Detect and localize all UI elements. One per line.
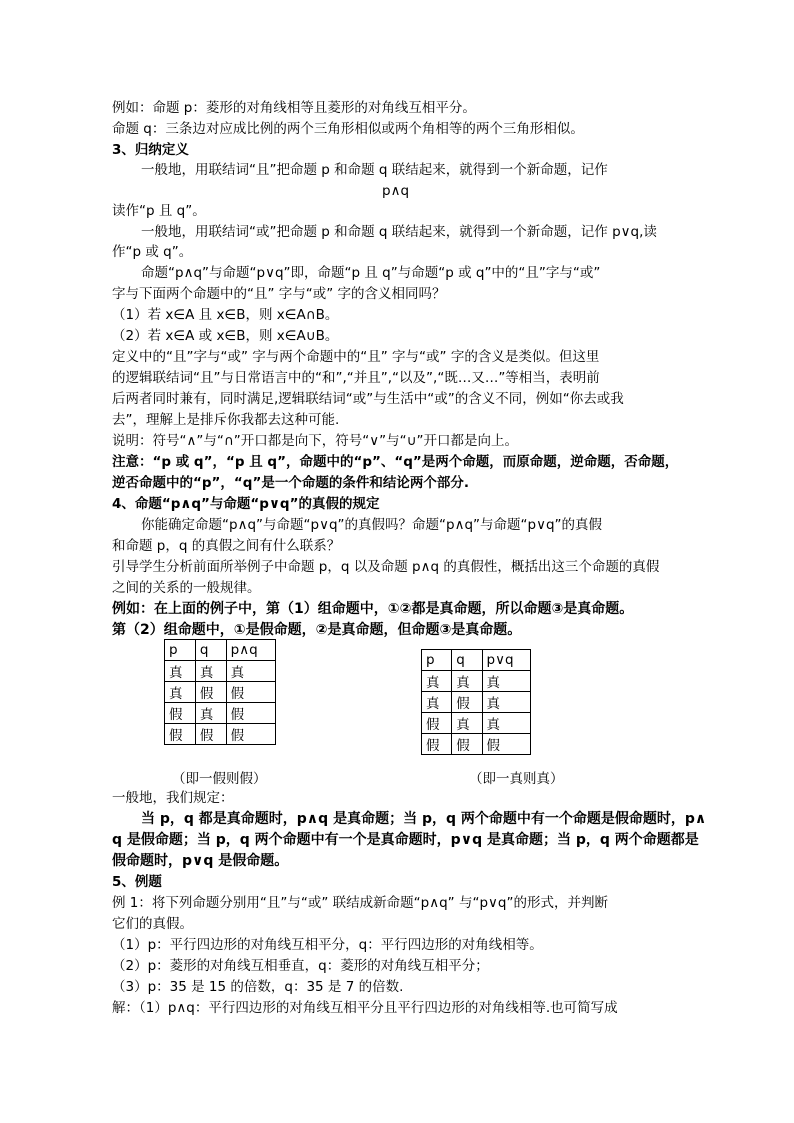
attention-line: 注意：“p 或 q”，“p 且 q”，命题中的“p”、“q”是两个命题，而原命题，逆命题，否命题， [112, 454, 679, 470]
table-cell: 真 [452, 713, 482, 734]
table-cell: 假 [452, 734, 482, 755]
paragraph-line: 读作“p 且 q”。 [112, 203, 206, 219]
list-item: （1）p：平行四边形的对角线互相平分，q：平行四边形的对角线相等。 [112, 937, 543, 953]
section-5-heading: 5、例题 [112, 874, 162, 890]
table-header-cell: q [195, 640, 226, 661]
table-header-cell: p∧q [226, 640, 275, 661]
paragraph-line: 引导学生分析前面所举例子中命题 p，q 以及命题 p∧q 的真假性，概括出这三个命题的真假 [112, 559, 660, 575]
list-item: （3）p：35 是 15 的倍数，q：35 是 7 的倍数. [112, 979, 404, 995]
table-cell: 假 [422, 713, 452, 734]
paragraph-line: 例 1：将下列命题分别用“且”与“或” 联结成新命题“p∧q” 与“p∨q”的形式，并判断 [112, 895, 608, 911]
section-3-heading: 3、归纳定义 [112, 142, 189, 158]
paragraph-line: 的逻辑联结词“且”与日常语言中的“和”,“并且”,“以及”,“既…又…”等相当，表明前 [112, 370, 600, 386]
rule-line: 假命题时，p∨q 是假命题。 [112, 853, 289, 869]
example-bold-line: 例如：在上面的例子中，第（1）组命题中，①②都是真命题，所以命题③是真命题。 [112, 601, 634, 617]
paragraph-line: 之间的关系的一般规律。 [112, 580, 261, 596]
solution-line: 解：（1）p∧q：平行四边形的对角线互相平分且平行四边形的对角线相等.也可简写成 [112, 1000, 618, 1016]
table-cell: 假 [165, 724, 196, 745]
table-cell: 真 [195, 661, 226, 682]
section-4-heading: 4、命题“p∧q”与命题“p∨q”的真假的规定 [112, 496, 380, 512]
example-bold-line: 第（2）组命题中，①是假命题，②是真命题，但命题③是真命题。 [112, 622, 522, 638]
example-q-line: 命题 q：三条边对应成比例的两个三角形相似或两个角相等的两个三角形相似。 [112, 121, 584, 137]
list-item: （2）p：菱形的对角线互相垂直，q：菱形的对角线互相平分； [112, 958, 489, 974]
table-row [165, 724, 276, 745]
table-cell: 真 [165, 682, 196, 703]
truth-table-and [164, 639, 276, 745]
table-cell: 真 [422, 692, 452, 713]
rule-line: 当 p，q 都是真命题时，p∧q 是真命题；当 p，q 两个命题中有一个命题是假命题时，p∧ [141, 811, 707, 827]
paragraph-line: 它们的真假。 [112, 916, 193, 932]
table-header-row [165, 640, 276, 661]
table-header-row [422, 650, 531, 671]
table-row [422, 692, 531, 713]
formula-p-and-q: p∧q [382, 183, 410, 199]
paragraph-line: 一般地，用联结词“且”把命题 p 和命题 q 联结起来，就得到一个新命题，记作 [141, 162, 608, 178]
table-row [422, 734, 531, 755]
table-cell: 真 [422, 671, 452, 692]
table-row [165, 703, 276, 724]
truth-table-or [421, 649, 531, 755]
table-row [422, 671, 531, 692]
table-cell: 假 [195, 724, 226, 745]
paragraph-line: 去”，理解上是排斥你我都去这种可能. [112, 412, 340, 428]
list-item: （1）若 x∈A 且 x∈B，则 x∈A∩B。 [112, 307, 339, 323]
table-row [165, 682, 276, 703]
table-cell: 真 [482, 671, 530, 692]
paragraph-line: 一般地，用联结词“或”把命题 p 和命题 q 联结起来，就得到一个新命题，记作 p∨q,读 [141, 224, 657, 240]
table-cell: 真 [195, 703, 226, 724]
table-cell: 真 [482, 713, 530, 734]
table-cell: 假 [226, 682, 275, 703]
table-header-cell: p [422, 650, 452, 671]
paragraph-line: 一般地，我们规定： [112, 790, 234, 806]
table-header-cell: p∨q [482, 650, 530, 671]
paragraph-line: 你能确定命题“p∧q”与命题“p∨q”的真假吗？命题“p∧q”与命题“p∨q”的真假 [141, 517, 603, 533]
table-cell: 假 [452, 692, 482, 713]
table-cell: 真 [482, 692, 530, 713]
table-cell: 真 [165, 661, 196, 682]
table-cell: 假 [422, 734, 452, 755]
table-cell: 真 [226, 661, 275, 682]
table-header-cell: q [452, 650, 482, 671]
table-cell: 假 [226, 703, 275, 724]
paragraph-line: 后两者同时兼有，同时满足,逻辑联结词“或”与生活中“或”的含义不同，例如“你去或我 [112, 391, 624, 407]
table-header-cell: p [165, 640, 196, 661]
table-cell: 假 [482, 734, 530, 755]
note-line: 说明：符号“∧”与“∩”开口都是向下，符号“∨”与“∪”开口都是向上。 [112, 433, 518, 449]
paragraph-line: 作“p 或 q”。 [112, 244, 193, 260]
list-item: （2）若 x∈A 或 x∈B，则 x∈A∪B。 [112, 328, 339, 344]
table-cell: 假 [195, 682, 226, 703]
paragraph-line: 定义中的“且”字与“或” 字与两个命题中的“且” 字与“或” 字的含义是类似。但这里 [112, 349, 600, 365]
paragraph-line: 和命题 p，q 的真假之间有什么联系？ [112, 538, 341, 554]
table-and-caption: （即一假则假） [172, 771, 267, 787]
rule-line: q 是假命题；当 p，q 两个命题中有一个是真命题时，p∨q 是真命题；当 p，q 两个命题都是 [112, 832, 699, 848]
table-cell: 假 [226, 724, 275, 745]
table-cell: 假 [165, 703, 196, 724]
paragraph-line: 字与下面两个命题中的“且” 字与“或” 字的含义相同吗？ [112, 286, 446, 302]
attention-line: 逆否命题中的“p”，“q”是一个命题的条件和结论两个部分. [112, 475, 469, 491]
paragraph-line: 命题“p∧q”与命题“p∨q”即，命题“p 且 q”与命题“p 或 q”中的“且”字与“或” [141, 265, 601, 281]
example-p-line: 例如：命题 p：菱形的对角线相等且菱形的对角线互相平分。 [112, 100, 476, 116]
table-row [422, 713, 531, 734]
table-cell: 真 [452, 671, 482, 692]
table-or-caption: （即一真则真） [469, 771, 564, 787]
table-row [165, 661, 276, 682]
